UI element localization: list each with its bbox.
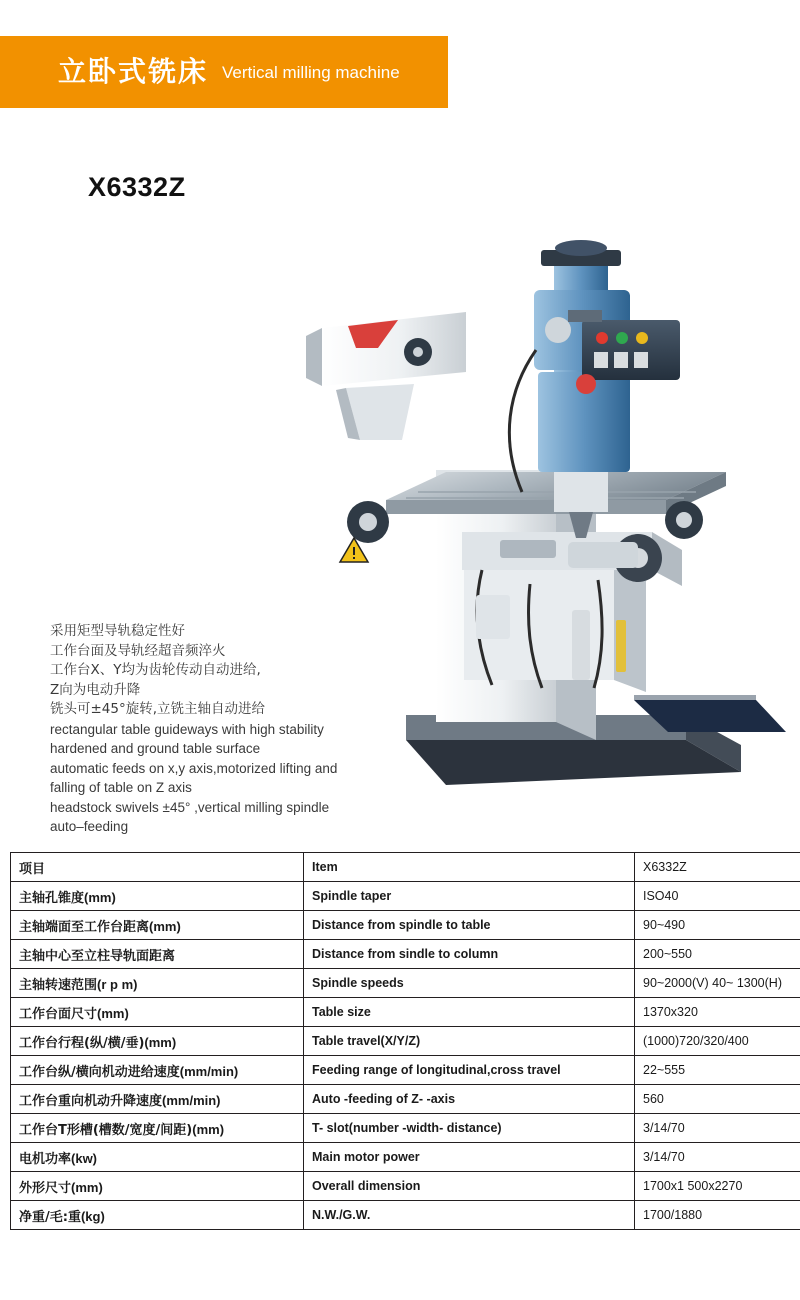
spec-label-cn (11, 1201, 304, 1230)
feature-line: 工作台面及导轨经超音频淬火 (50, 642, 226, 659)
table-row (11, 1143, 800, 1172)
table-row (11, 911, 800, 940)
spec-label-cn-text: 工作台重向机动升降速度 (19, 1093, 163, 1109)
spec-value: (1000)720/320/400 (635, 1027, 800, 1056)
feature-line: 工作台X、Y均为齿轮传动自动进给, (50, 662, 261, 678)
spec-label-unit: (mm/min) (179, 1063, 239, 1079)
spec-value: 1370x320 (635, 998, 800, 1027)
spec-label-cn-text: 主轴中心至立柱导轨面距离 (19, 948, 176, 964)
spec-label-en: N.W./G.W. (304, 1201, 635, 1230)
spec-label-en: Spindle speeds (304, 969, 635, 998)
spec-label-cn-text: 主轴转速范围 (19, 977, 98, 993)
specification-table (10, 852, 800, 1230)
table-row (11, 1027, 800, 1056)
spec-label-cn-text: 工作台面尺寸 (19, 1006, 98, 1022)
table-row (11, 882, 800, 911)
table-row (11, 1085, 800, 1114)
spec-label-unit: (mm) (97, 1005, 129, 1021)
spec-value: 560 (635, 1085, 800, 1114)
spec-label-cn-text: 电机功率 (19, 1151, 72, 1167)
table-row (11, 1201, 800, 1230)
spec-value: 200~550 (635, 940, 800, 969)
spec-label-cn (11, 998, 304, 1027)
spec-label-cn-text: 净重/毛:重 (19, 1209, 81, 1225)
feature-line: falling of table on Z axis (50, 780, 192, 795)
table-row (11, 853, 800, 882)
spec-label-unit: (mm) (144, 1034, 177, 1050)
spec-label-en: Spindle taper (304, 882, 635, 911)
header-banner (0, 36, 448, 108)
feature-line: headstock swivels ±45° ,vertical milling spindle (50, 799, 330, 815)
spec-label-en: Main motor power (304, 1143, 635, 1172)
spec-label-en: Item (304, 853, 635, 882)
spec-label-cn-text: 工作台T形槽(槽数/宽度/间距) (19, 1122, 193, 1138)
spec-value: 3/14/70 (635, 1143, 800, 1172)
feature-line: 铣头可±45°旋转,立铣主轴自动进给 (50, 701, 266, 717)
spec-label-cn (11, 911, 304, 940)
spec-label-en: Auto -feeding of Z- -axis (304, 1085, 635, 1114)
feature-line: Z向为电动升降 (50, 681, 141, 698)
spec-label-cn (11, 1027, 304, 1056)
page-title-chinese: 立卧式铣床 (58, 55, 209, 88)
spec-value: 1700/1880 (635, 1201, 800, 1230)
feature-description (50, 622, 380, 837)
spec-label-en: Distance from spindle to table (304, 911, 635, 940)
spec-label-en: Distance from sindle to column (304, 940, 635, 969)
spec-label-unit: (kw) (71, 1150, 98, 1166)
spec-label-cn-text: 主轴孔锥度 (19, 890, 85, 906)
spec-label-unit: (mm/min) (162, 1092, 221, 1108)
page-title-english: Vertical milling machine (222, 62, 400, 82)
spec-label-cn-text: 外形尺寸 (19, 1180, 72, 1196)
table-row (11, 969, 800, 998)
spec-label-cn (11, 1114, 304, 1143)
spec-value: 22~555 (635, 1056, 800, 1085)
spec-value: 90~490 (635, 911, 800, 940)
spec-value: 3/14/70 (635, 1114, 800, 1143)
spec-table-body (11, 853, 800, 1230)
spec-value: 1700x1 500x2270 (635, 1172, 800, 1201)
spec-value: X6332Z (635, 853, 800, 882)
spec-label-cn-text: 主轴端面至工作台距离 (19, 919, 150, 935)
spec-label-cn (11, 1143, 304, 1172)
table-row (11, 1172, 800, 1201)
spec-label-unit: (mm) (71, 1179, 103, 1195)
spec-label-en: Overall dimension (304, 1172, 635, 1201)
spec-label-cn (11, 853, 304, 882)
table-row (11, 998, 800, 1027)
spec-label-unit: (kg) (80, 1208, 105, 1224)
spec-label-cn-text: 工作台纵/横向机动进给速度 (19, 1064, 180, 1080)
spec-label-cn (11, 1085, 304, 1114)
table-row (11, 1056, 800, 1085)
spec-label-cn (11, 1056, 304, 1085)
feature-line: automatic feeds on x,y axis,motorized lifting and (50, 760, 338, 776)
spec-label-en: Table travel(X/Y/Z) (304, 1027, 635, 1056)
feature-line: rectangular table guideways with high stability (50, 721, 324, 737)
spec-label-en: Table size (304, 998, 635, 1027)
spec-label-cn (11, 940, 304, 969)
spec-label-en: T- slot(number -width- distance) (304, 1114, 635, 1143)
table-row (11, 1114, 800, 1143)
spec-label-cn (11, 882, 304, 911)
spec-value: 90~2000(V) 40~ 1300(H) (635, 969, 800, 998)
spec-label-en: Feeding range of longitudinal,cross travel (304, 1056, 635, 1085)
spec-label-unit: (mm) (149, 918, 181, 934)
spec-label-cn-text: 工作台行程(纵/横/垂) (19, 1035, 145, 1051)
spec-label-cn (11, 1172, 304, 1201)
spec-label-cn-text: 项目 (19, 861, 46, 877)
spec-value: ISO40 (635, 882, 800, 911)
spec-label-unit: (mm) (84, 889, 116, 905)
spec-label-cn (11, 969, 304, 998)
table-row (11, 940, 800, 969)
model-code: X6332Z (88, 172, 186, 202)
feature-line: hardened and ground table surface (50, 741, 261, 756)
feature-line: auto–feeding (50, 819, 129, 834)
spec-label-unit: (r p m) (97, 976, 138, 992)
spec-label-unit: (mm) (192, 1121, 225, 1137)
feature-line: 采用矩型导轨稳定性好 (50, 623, 185, 639)
header-banner-content (0, 36, 448, 108)
